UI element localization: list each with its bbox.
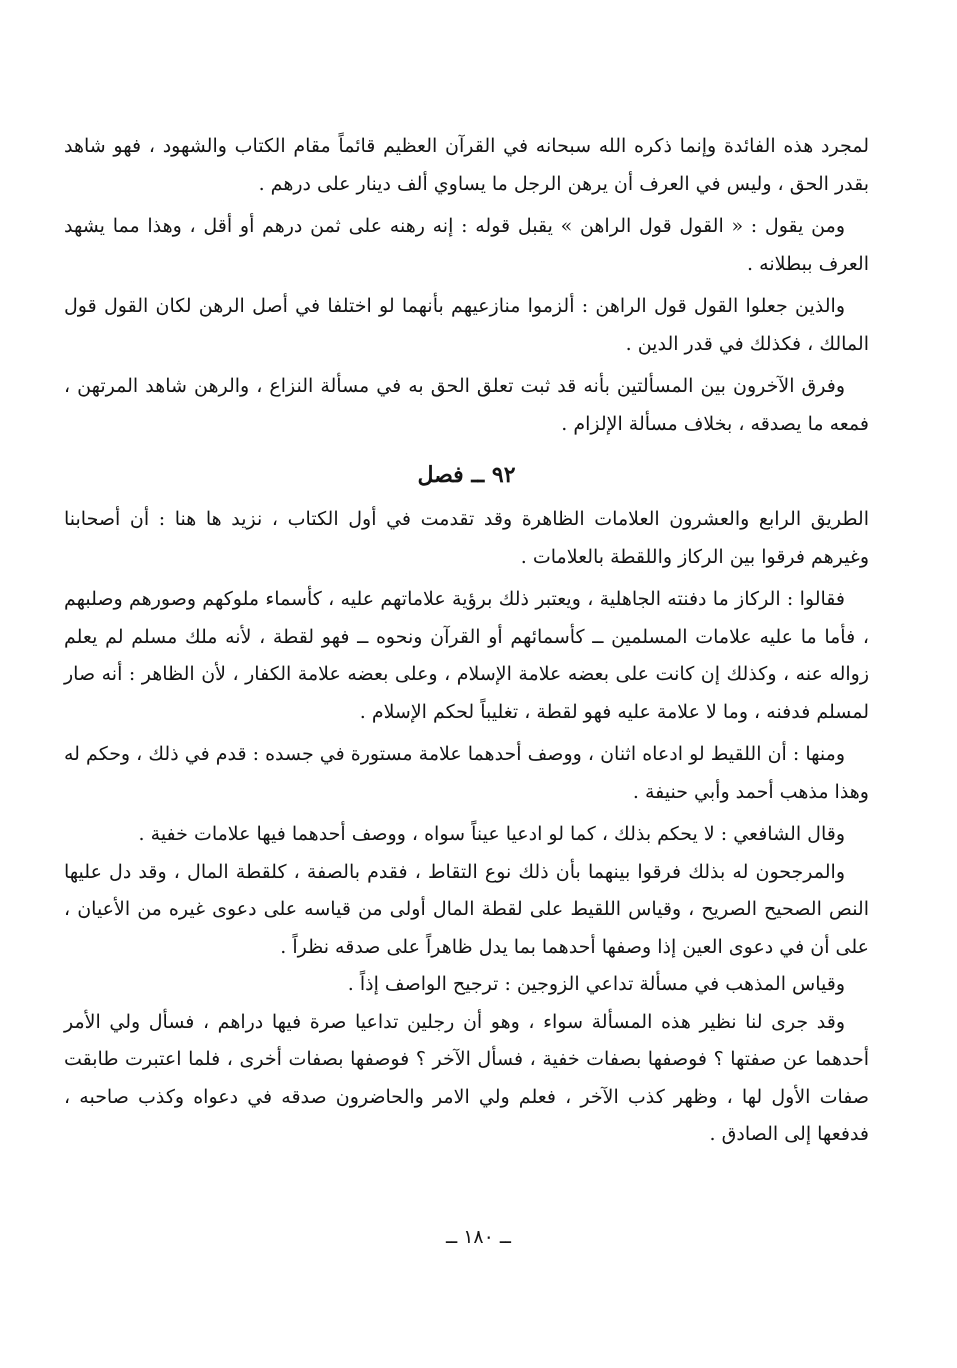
section-heading: ٩٢ ــ فصل	[417, 462, 516, 488]
paragraph-2: ومن يقول : « القول قول الراهن » يقبل قوله : إنه رهنه على ثمن درهم أو أقل ، وهذا مما يشهد العرف ببطلانه .	[64, 215, 869, 275]
paragraph-4: وفرق الآخرون بين المسألتين بأنه قد ثبت تعلق الحق به في مسألة النزاع ، والرهن شاهد المرتهن ، فمعه ما يصدقه ، بخلاف مسألة الإلزام .	[64, 375, 869, 435]
paragraph-1: لمجرد هذه الفائدة وإنما ذكره الله سبحانه في القرآن العظيم قائماً مقام الكتاب والشهود ، فهو شاهد بقدر الحق ، وليس في العرف أن يرهن الرجل ما يساوي ألف دينار على درهم .	[64, 135, 869, 195]
paragraph-5: الطريق الرابع والعشرون العلامات الظاهرة وقد تقدمت في أول الكتاب ، نزيد ها هنا : أن أصحابنا وغيرهم فرقوا بين الركاز واللقطة بالعلامات .	[64, 508, 869, 568]
paragraph-8: وقال الشافعي : لا يحكم بذلك ، كما لو ادعيا عيناً سواه ، ووصف أحدهما فيها علامات خفية .	[138, 823, 845, 845]
paragraph-10: وقياس المذهب في مسألة تداعي الزوجين : ترجيح الواصف إذاً .	[347, 973, 845, 995]
paragraph-11: وقد جرى لنا نظير هذه المسألة سواء ، وهو أن رجلين تداعيا صرة فيها دراهم ، فسأل ولي الأمر أحدهما عن صفتها ؟ فوصفها بصفات خفية ، فسأل الآخر ؟ فوصفها بصفات أخرى ، فلما اعتبرت طابقت صفات الأول لها ، وظهر كذب الآخر ، فعلم ولي الامر والحاضرون صدقه في دعواه وكذب صاحبه ، فدفعها إلى الصادق .	[64, 1010, 869, 1145]
page-number: ــ ١٨٠ ــ	[446, 1226, 511, 1248]
paragraph-6: فقالوا : الركاز ما دفنته الجاهلية ، ويعتبر ذلك برؤية علاماتهم عليه ، كأسماء ملوكهم وصورهم وصلبهم ، فأما ما عليه علامات المسلمين ــ كأسمائهم أو القرآن ونحوه ــ فهو لقطة ، لأنه ملك مسلم لم يعلم زواله عنه ، وكذلك إن كانت على بعضه علامة الإسلام ، وعلى بعضه علامة الكفار ، لأن الظاهر : أنه صار لمسلم فدفنه ، وما لا علامة عليه فهو لقطة ، تغليباً لحكم الإسلام .	[64, 588, 869, 723]
paragraph-3: والذين جعلوا القول قول الراهن : ألزموا منازعيهم بأنهما لو اختلفا في أصل الرهن لكان القول قول المالك ، فكذلك في قدر الدين .	[64, 295, 869, 355]
page-body	[64, 128, 869, 1154]
paragraph-7: ومنها : أن اللقيط لو ادعاه اثنان ، ووصف أحدهما علامة مستورة في جسده : قدم في ذلك ، وحكم له وهذا مذهب أحمد وأبي حنيفة .	[64, 743, 869, 803]
paragraph-9: والمرجحون له بذلك فرقوا بينهما بأن ذلك نوع التقاط ، فقدم بالصفة ، كلقطة المال ، وقد دل عليها النص الصحيح الصريح ، وقياس اللقيط على لقطة المال أولى من قياسه على دعوى غيره من الأعيان ، على أن في دعوى العين إذا وصفها أحدهما بما يدل ظاهراً على صدقه نظراً .	[64, 860, 869, 958]
